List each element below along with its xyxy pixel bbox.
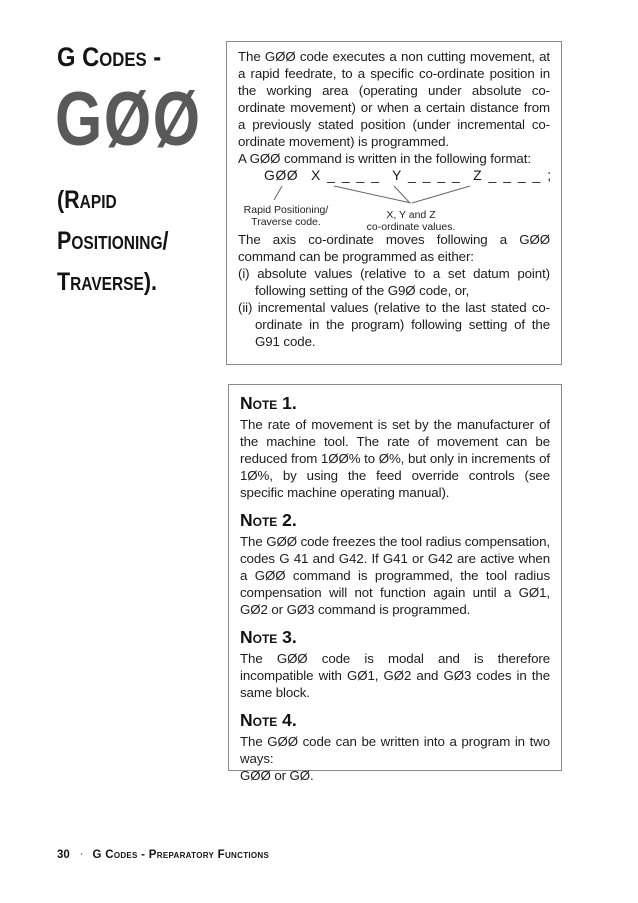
label-coord-line-1: X, Y and Z: [386, 209, 436, 221]
note-1-body: The rate of movement is set by the manufacturer of the machine tool. The rate of movement can be reduced from 1ØØ% to Ø%, but only in increments of 1Ø%, by using the feed override controls (see specific machine operating manual).: [240, 417, 550, 500]
page-number: 30: [57, 849, 70, 861]
subtitle-line-2: Positioning/: [57, 227, 169, 255]
subtitle-line-3: Traverse).: [57, 268, 157, 296]
note-4-heading: Note 4.: [240, 710, 297, 730]
list-item-incremental: (ii) incremental values (relative to the last stated co-ordinate in the program) following setting of the G91 code.: [238, 300, 550, 349]
description-box: [226, 41, 562, 365]
gcode-subtitle: [57, 180, 168, 303]
list-item-absolute: (i) absolute values (relative to a set datum point) following setting of the G9Ø code, or,: [238, 266, 550, 298]
note-4: [240, 710, 550, 784]
note-2-body: The GØØ code freezes the tool radius compensation, codes G 41 and G42. If G41 or G42 are active when a GØØ command is programmed, the tool radius compensation will not function again until a GØ1, GØ2 or GØ3 command is programmed.: [240, 534, 550, 617]
label-rapid-line-2: Traverse code.: [251, 216, 321, 228]
format-intro-line: A GØØ command is written in the following format:: [238, 151, 531, 166]
note-3-heading: Note 3.: [240, 627, 297, 647]
note-2: [240, 510, 550, 618]
label-rapid-positioning: [234, 204, 338, 228]
footer-title: G Codes - Preparatory Functions: [92, 849, 270, 861]
subtitle-line-1: (Rapid: [57, 186, 117, 214]
format-code-line: GØØ X _ _ _ _ Y _ _ _ _ Z _ _ _ _ ;: [264, 167, 552, 183]
note-4-body: The GØØ code can be written into a program in two ways:: [240, 734, 550, 766]
label-rapid-line-1: Rapid Positioning/: [243, 204, 329, 216]
section-heading: G Codes -: [57, 42, 162, 72]
footer-separator: ·: [79, 848, 84, 860]
note-1: [240, 393, 550, 501]
note-3: [240, 627, 550, 701]
label-coord-line-2: co-ordinate values.: [366, 221, 456, 233]
format-diagram: [238, 167, 550, 231]
gcode-title: GØØ: [55, 77, 202, 162]
note-1-heading: Note 1.: [240, 393, 297, 413]
label-coordinate-values: [342, 209, 480, 233]
page-footer: [57, 845, 269, 863]
intro-paragraph: The GØØ code executes a non cutting movement, at a rapid feedrate, to a specific co-ordinate position in the working area (operating under absolute co-ordinate movement) or when a certain distance from a previously stated position (under incremental co-ordinate movement) is programmed.: [238, 49, 550, 149]
axis-paragraph: The axis co-ordinate moves following a GØØ command can be programmed as either:: [238, 232, 550, 264]
note-2-heading: Note 2.: [240, 510, 297, 530]
note-3-body: The GØØ code is modal and is therefore incompatible with GØ1, GØ2 and GØ3 codes in the same block.: [240, 651, 550, 700]
note-4-body-line-2: GØØ or GØ.: [240, 768, 314, 783]
notes-box: [228, 384, 562, 783]
